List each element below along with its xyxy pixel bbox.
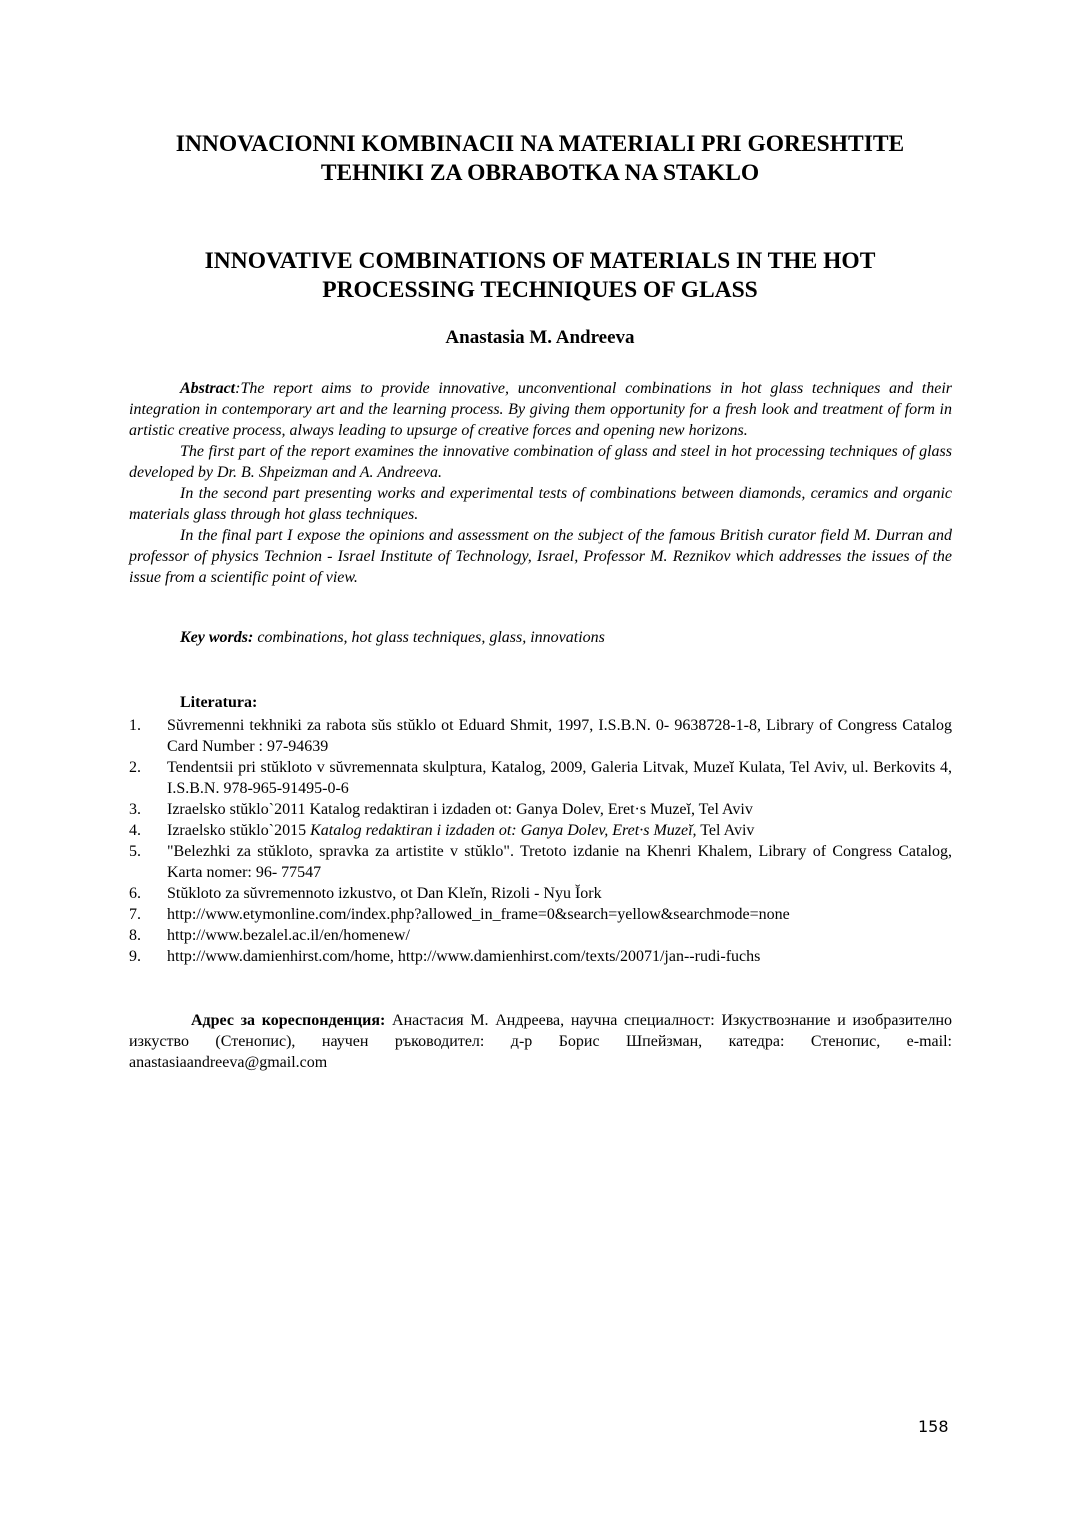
page-number: 158 xyxy=(918,1417,949,1436)
reference-item xyxy=(129,946,952,967)
literature-heading: Literatura: xyxy=(180,694,258,711)
reference-list xyxy=(129,715,952,967)
reference-item xyxy=(129,799,952,820)
reference-text-italic: Katalog redaktiran i izdaden ot: Ganya Dolev, Eret·s Muzeĭ, xyxy=(310,822,697,839)
correspondence-address xyxy=(129,1010,952,1073)
reference-number: 1. xyxy=(129,717,141,734)
reference-number: 8. xyxy=(129,927,141,944)
reference-number: 2. xyxy=(129,759,141,776)
title-english xyxy=(100,247,980,305)
keywords xyxy=(180,629,605,647)
reference-text-end: Tel Aviv xyxy=(696,822,755,839)
reference-text: http://www.bezalel.ac.il/en/homenew/ xyxy=(167,927,410,944)
abstract-paragraph-2: The first part of the report examines the innovative combination of glass and steel in hot processing techniques of glass developed by Dr. B. Shpeizman and A. Andreeva. xyxy=(129,443,952,481)
abstract-text-1: :The report aims to provide innovative, unconventional combinations in hot glass techniques and their integration in contemporary art and the learning process. By giving them opportunity for a fresh look and treatment of form in artistic creative process, always leading to upsurge of creative forces and opening new horizons. xyxy=(129,380,952,439)
reference-number: 7. xyxy=(129,906,141,923)
author-name: Anastasia M. Andreeva xyxy=(445,327,635,348)
reference-text: Izraelsko stŭklo`2011 Katalog redaktiran i izdaden ot: Ganya Dolev, Eret·s Muzeĭ, Tel Aviv xyxy=(167,801,753,818)
reference-item xyxy=(129,904,952,925)
reference-number: 6. xyxy=(129,885,141,902)
title-en-line2: PROCESSING TECHNIQUES OF GLASS xyxy=(322,277,758,303)
title-en-line1: INNOVATIVE COMBINATIONS OF MATERIALS IN THE HOT xyxy=(204,248,876,274)
reference-text: http://www.damienhirst.com/home, http://www.damienhirst.com/texts/20071/jan--rudi-fuchs xyxy=(167,948,761,965)
reference-number: 4. xyxy=(129,822,141,839)
keywords-label: Key words: xyxy=(180,629,254,646)
title-macedonian xyxy=(100,130,980,188)
reference-text: Stŭkloto za sŭvremennoto izkustvo, ot Dan Kleĭn, Rizoli - Nyu Ĭork xyxy=(167,885,602,902)
abstract-paragraph-1 xyxy=(129,378,952,441)
reference-item xyxy=(129,925,952,946)
keywords-text: combinations, hot glass techniques, glass, innovations xyxy=(253,629,605,646)
abstract xyxy=(129,378,952,588)
address-text: Анастасия М. Андреева, научна специалност: Изкуствознание и изобразително изкуство (Стенопис), научен ръководител: д-р Борис Шпейзман, катедра: Стенопис, e-mail: anastasiaandreeva@gmail.com xyxy=(129,1012,953,1071)
abstract-paragraph-4: In the final part I expose the opinions and assessment on the subject of the famous British curator field M. Durran and professor of physics Technion - Israel Institute of Technology, Israel, Professor M. Reznikov which addresses the issues of the issue from a scientific point of view. xyxy=(129,527,952,586)
reference-item xyxy=(129,883,952,904)
address-label: Адрес за кореспонденция: xyxy=(191,1012,386,1029)
reference-text: Tendentsii pri stŭkloto v sŭvremennata skulptura, Katalog, 2009, Galeria Litvak, Muzeĭ Kulata, Tel Aviv, ul. Berkovits 4, I.S.B.N. 978-965-91495-0-6 xyxy=(167,759,952,797)
abstract-label: Abstract xyxy=(180,380,236,397)
reference-text: http://www.etymonline.com/index.php?allowed_in_frame=0&search=yellow&searchmode=none xyxy=(167,906,790,923)
reference-number: 3. xyxy=(129,801,141,818)
reference-item xyxy=(129,715,952,757)
reference-item xyxy=(129,841,952,883)
reference-item xyxy=(129,820,952,841)
reference-number: 5. xyxy=(129,843,141,860)
title-mk-line1: INNOVACIONNI KOMBINACII NA MATERIALI PRI GORESHTITE xyxy=(175,131,905,157)
reference-text: Sŭvremenni tekhniki za rabota sŭs stŭklo ot Eduard Shmit, 1997, I.S.B.N. 0- 9638728-1-8, Library of Congress Catalog Card Number : 97-94639 xyxy=(167,717,952,755)
abstract-paragraph-3: In the second part presenting works and experimental tests of combinations between diamonds, ceramics and organic materials glass through hot glass techniques. xyxy=(129,485,952,523)
reference-text: "Belezhki za stŭkloto, spravka za artistite v stŭklo". Tretoto izdanie na Khenri Khalem, Library of Congress Catalog, Karta nomer: 96- 77547 xyxy=(167,843,952,881)
reference-number: 9. xyxy=(129,948,141,965)
reference-item xyxy=(129,757,952,799)
reference-text: Izraelsko stŭklo`2015 xyxy=(167,822,311,839)
title-mk-line2: TEHNIKI ZA OBRABOTKA NA STAKLO xyxy=(320,160,760,186)
